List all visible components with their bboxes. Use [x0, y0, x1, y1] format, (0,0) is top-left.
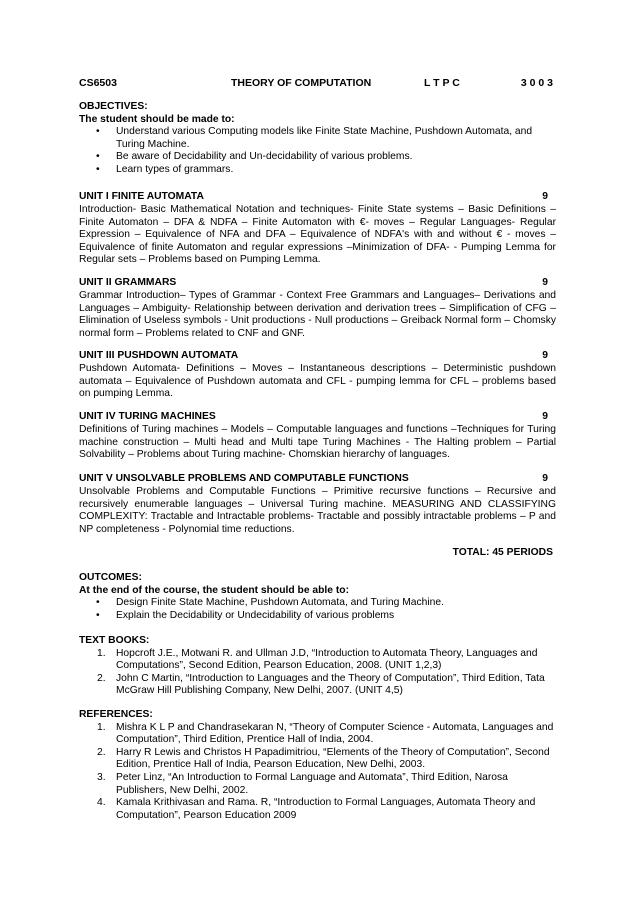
list-item: • Learn types of grammars. — [116, 164, 556, 177]
unit-name: UNIT I FINITE AUTOMATA — [79, 191, 204, 202]
list-item: 1. Hopcroft J.E., Motwani R. and Ullman J.D, “Introduction to Automata Theory, Languages and Computations”, Second Edition, Pearson Education, 2008. (UNIT 1,2,3) — [97, 647, 538, 672]
text-books-list — [79, 648, 556, 698]
list-item: • Be aware of Decidability and Un-decidability of various problems. — [116, 151, 556, 164]
list-item: 4. Kamala Krithivasan and Rama. R, “Introduction to Formal Languages, Automata Theory and Computation”, Pearson Education 2009 — [97, 797, 536, 821]
unit-hours: 9 — [542, 277, 548, 288]
unit-title — [79, 473, 556, 486]
list-item: 2. Harry R Lewis and Christos H Papadimitriou, “Elements of the Theory of Computation”, Second Edition, Prentice Hall of India, Pearson Education, New Delhi, 2003. — [97, 746, 550, 771]
objectives-list — [79, 126, 556, 176]
unit-name: UNIT V UNSOLVABLE PROBLEMS AND COMPUTABLE FUNCTIONS — [79, 473, 409, 484]
references-section — [79, 709, 556, 822]
unit-hours: 9 — [542, 473, 548, 484]
unit-hours: 9 — [542, 350, 548, 361]
total-periods: TOTAL: 45 PERIODS — [452, 547, 553, 558]
unit-name: UNIT II GRAMMARS — [79, 277, 177, 288]
unit-name: UNIT III PUSHDOWN AUTOMATA — [79, 350, 239, 361]
unit-2 — [79, 277, 556, 340]
unit-title — [79, 411, 556, 424]
unit-5 — [79, 473, 556, 536]
course-code: CS6503 — [79, 77, 117, 89]
references-heading: REFERENCES: — [79, 709, 153, 720]
course-title: THEORY OF COMPUTATION — [231, 77, 372, 89]
unit-3 — [79, 350, 556, 401]
list-item: • Explain the Decidability or Undecidability of various problems — [116, 610, 556, 623]
list-item: • Understand various Computing models like Finite State Machine, Pushdown Automata, and Turing Machine. — [116, 126, 556, 151]
unit-body: Pushdown Automata- Definitions – Moves – Instantaneous descriptions – Deterministic pushdown automata – Equivalence of Pushdown automata and CFL - pumping lemma for CFL – problems based on pumping Lemma. — [79, 363, 556, 400]
unit-name: UNIT IV TURING MACHINES — [79, 411, 216, 422]
credits-value: 3 0 0 3 — [520, 77, 553, 89]
unit-body: Introduction- Basic Mathematical Notation and techniques- Finite State systems – Basic Definitions – Finite Automaton – DFA & NDFA – Finite Automaton with €- moves – Regular Languages- Regular Expression – Equivalence of NFA and DFA – Equivalence of NDFA's with and without € - moves – Equivalence of finite Automaton and regular expressions –Minimization of DFA- - Pumping Lemma for Regular sets – Problems based on Pumping Lemma. — [79, 204, 556, 266]
list-item: • Design Finite State Machine, Pushdown Automata, and Turing Machine. — [116, 597, 556, 610]
unit-title — [79, 350, 556, 363]
references-list — [79, 722, 556, 823]
text-books-heading: TEXT BOOKS: — [79, 635, 150, 646]
unit-hours: 9 — [542, 191, 548, 202]
outcomes-subheading: At the end of the course, the student should be able to: — [79, 584, 350, 596]
unit-4 — [79, 411, 556, 462]
ltpc-label: L T P C — [424, 77, 460, 89]
objectives-section — [79, 101, 556, 177]
list-item: 2. John C Martin, “Introduction to Languages and the Theory of Computation”, Third Edition, Tata McGraw Hill Publishing Company, New Delhi, 2007. (UNIT 4,5) — [97, 672, 545, 697]
unit-title — [79, 191, 556, 204]
unit-1 — [79, 191, 556, 267]
outcomes-heading: OUTCOMES: — [79, 572, 142, 583]
outcomes-section — [79, 572, 556, 622]
objectives-subheading: The student should be made to: — [79, 113, 235, 125]
unit-title — [79, 277, 556, 290]
unit-body: Definitions of Turing machines – Models – Computable languages and functions –Techniques for Turing machine construction – Multi head and Multi tape Turing Machines - The Halting problem – Partial Solvability – Problems about Turing machine- Chomskian hierarchy of languages. — [79, 424, 556, 461]
unit-body: Grammar Introduction– Types of Grammar - Context Free Grammars and Languages– Derivations and Languages – Ambiguity- Relationship between derivation and derivation trees – Simplification of CFG – Elimination of Useless symbols - Unit productions - Null productions – Greiback Normal form – Chomsky normal form – Problems related to CNF and GNF. — [79, 290, 556, 339]
list-item: 3. Peter Linz, “An Introduction to Formal Language and Automata”, Third Edition, Narosa Publishers, New Delhi, 2002. — [97, 771, 508, 796]
unit-body: Unsolvable Problems and Computable Functions – Primitive recursive functions – Recursive and recursively enumerable languages – Universal Turing machine. MEASURING AND CLASSIFYING COMPLEXITY: Tractable and Intractable problems- Tractable and possibly intractable problems – P and NP completeness - Polynomial time reductions. — [79, 486, 556, 535]
text-books-section — [79, 635, 556, 698]
outcomes-list — [79, 597, 556, 622]
objectives-heading: OBJECTIVES: — [79, 101, 148, 112]
course-header — [79, 77, 556, 91]
list-item: 1. Mishra K L P and Chandrasekaran N, “Theory of Computer Science - Automata, Languages and Computation”, Third Edition, Prentice Hall of India, 2004. — [97, 721, 554, 746]
unit-hours: 9 — [542, 411, 548, 422]
